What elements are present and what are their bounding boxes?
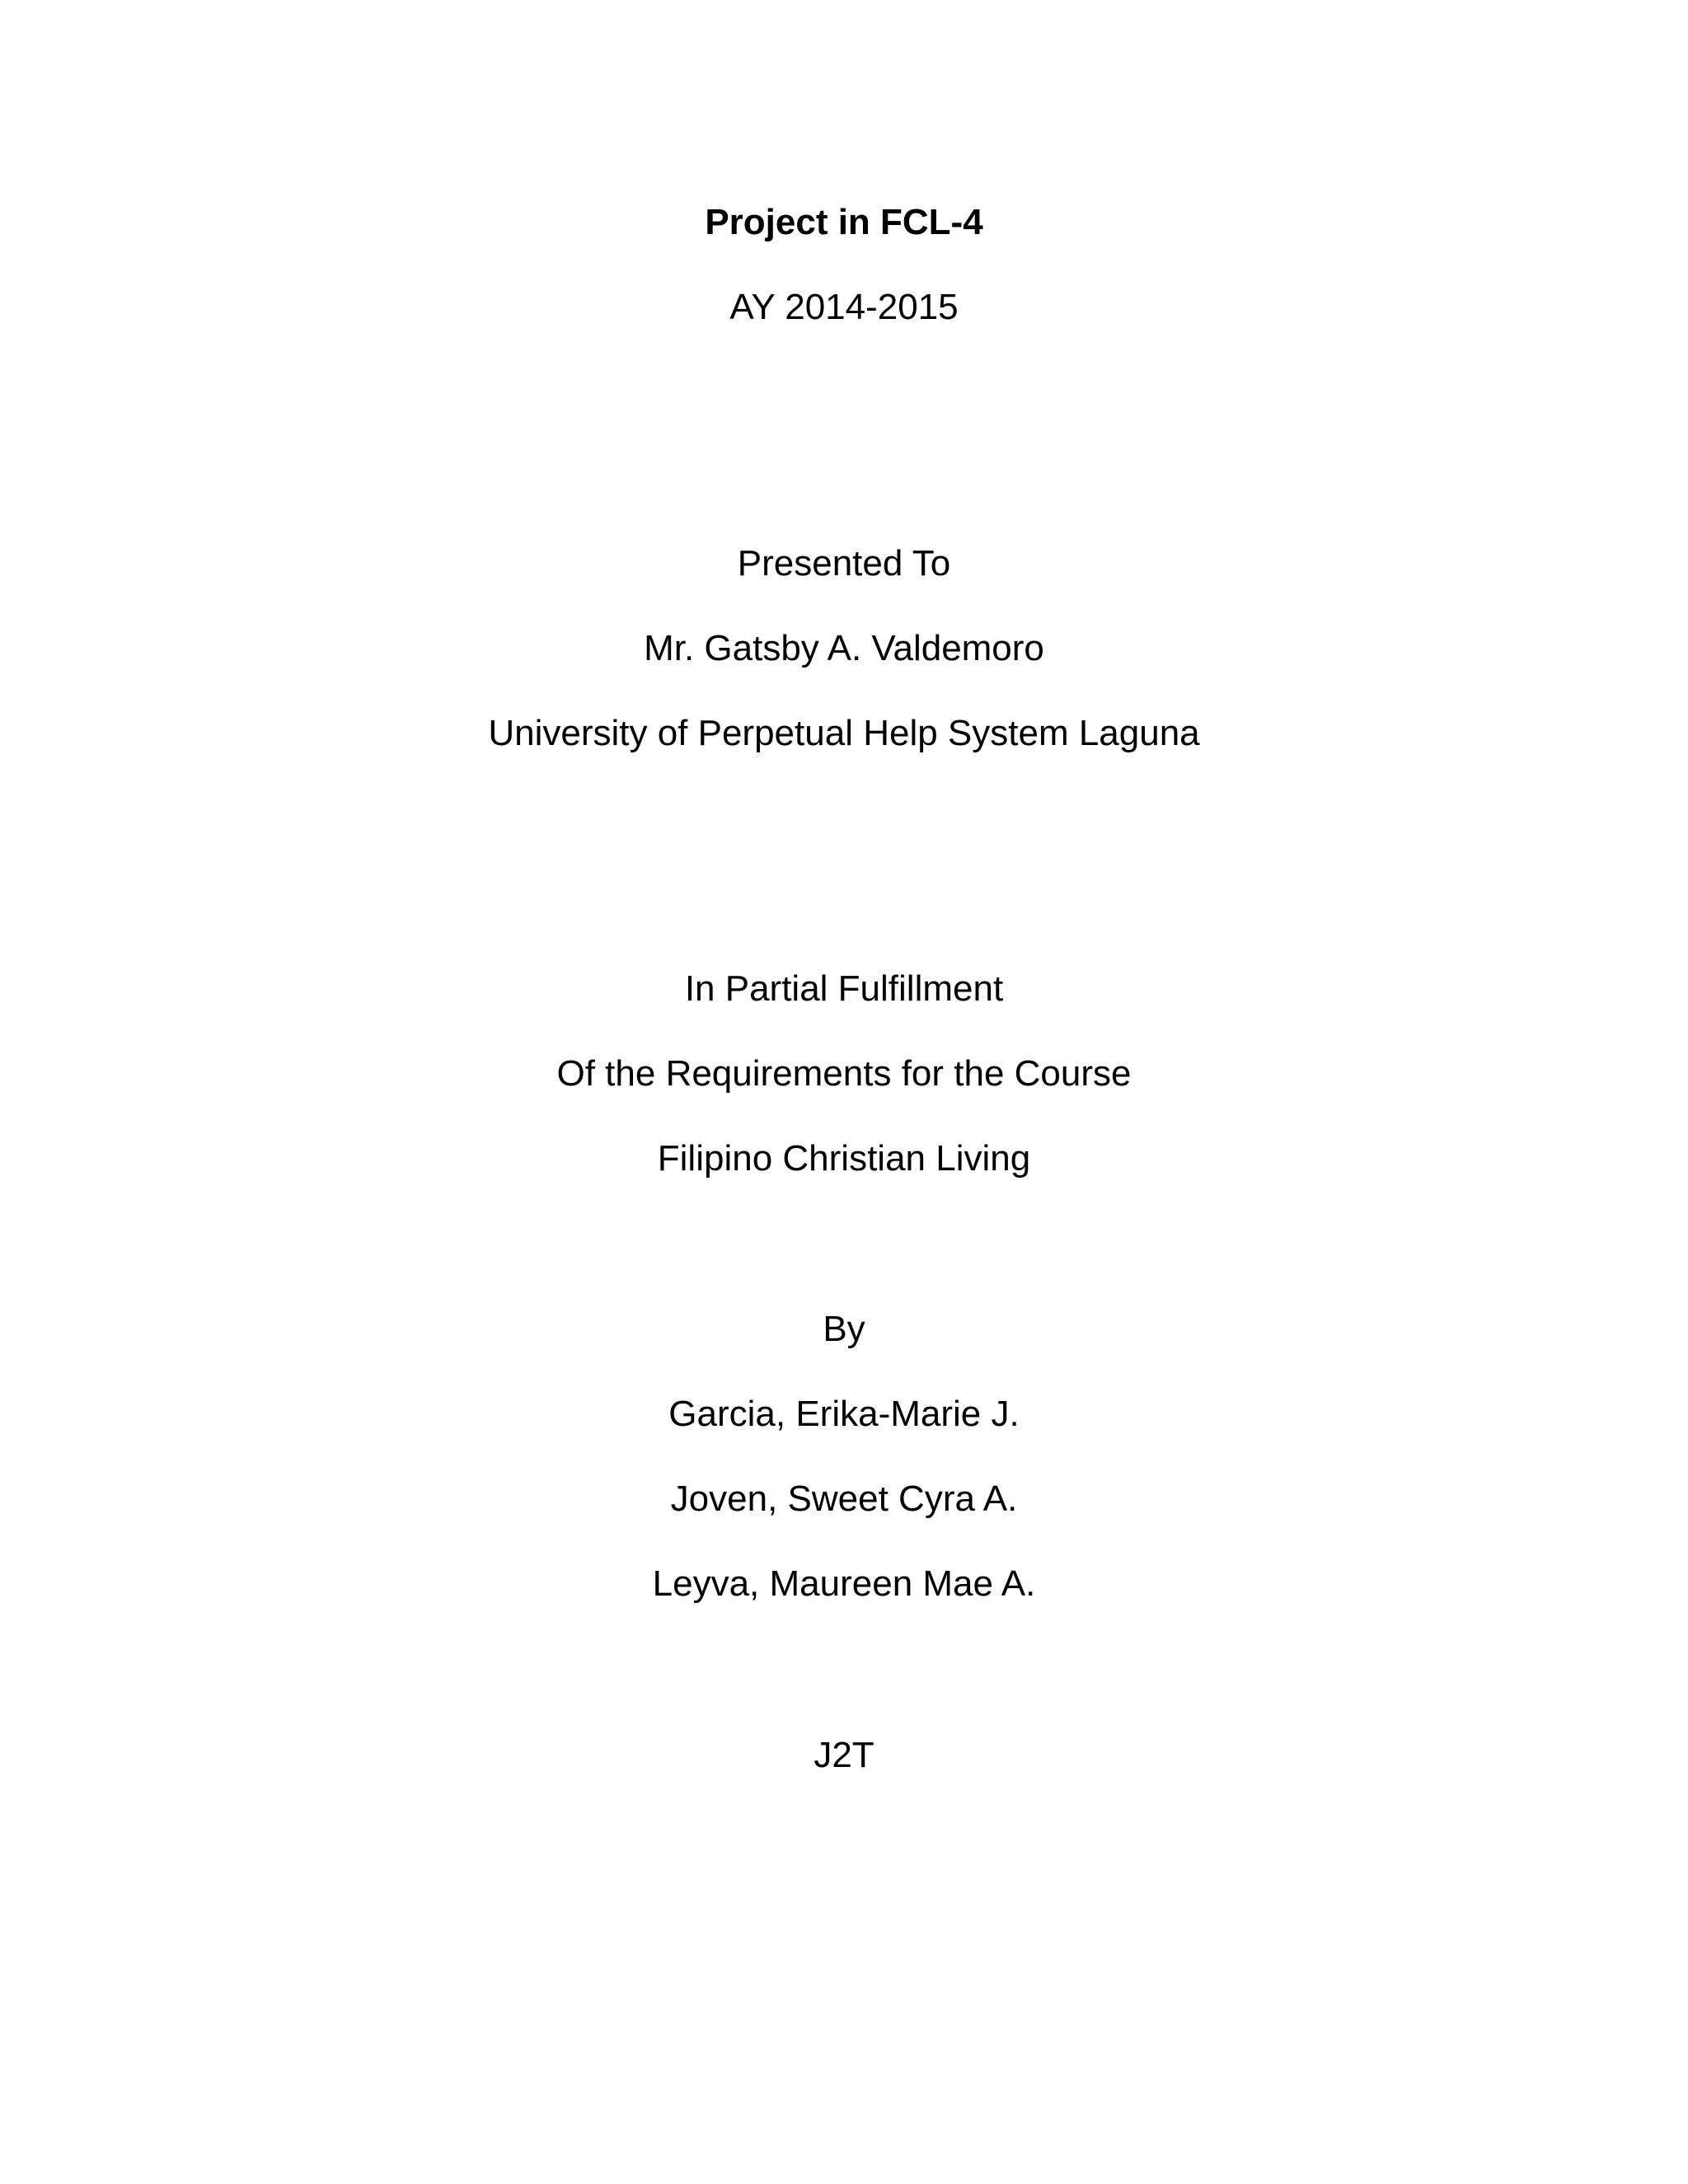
fulfillment-line-2: Of the Requirements for the Course (556, 1053, 1132, 1094)
presented-to-label: Presented To (737, 543, 951, 583)
course-name: Filipino Christian Living (657, 1138, 1031, 1179)
author-name: Garcia, Erika-Marie J. (668, 1394, 1020, 1434)
author-name: Joven, Sweet Cyra A. (670, 1479, 1018, 1519)
document-title: Project in FCL-4 (705, 202, 983, 242)
institution-name: University of Perpetual Help System Laguna (488, 713, 1200, 753)
author-name: Leyva, Maureen Mae A. (652, 1563, 1036, 1604)
academic-year: AY 2014-2015 (729, 287, 959, 327)
by-label: By (823, 1309, 865, 1349)
fulfillment-line-1: In Partial Fulfillment (684, 968, 1004, 1009)
section-code: J2T (814, 1735, 874, 1775)
presentee-name: Mr. Gatsby A. Valdemoro (644, 628, 1044, 668)
